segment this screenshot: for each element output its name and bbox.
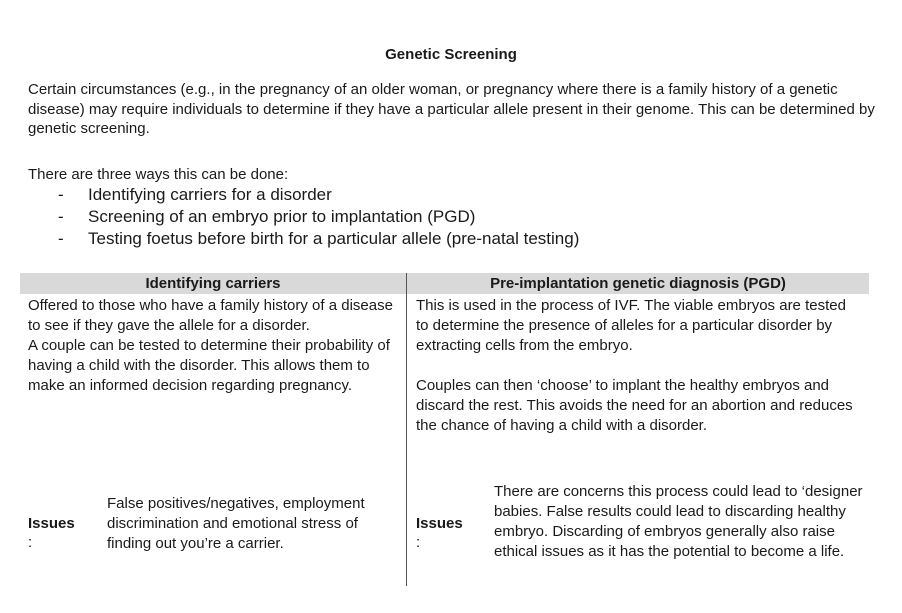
comparison-table [20,273,869,586]
pgd-issues-colon: : [416,534,421,551]
list-item [58,228,579,250]
list-item-text: Identifying carriers for a disorder [88,185,332,204]
list-item-text: Testing foetus before birth for a particular allele (pre-natal testing) [88,229,580,248]
ways-lead-text: There are three ways this can be done: [28,166,289,183]
carriers-paragraph-2: A couple can be tested to determine their probability of having a child with the disorder. This allows them to make an informed decision regarding pregnancy. [28,337,390,394]
carriers-paragraph-1: Offered to those who have a family history of a disease to see if they gave the allele for a disorder. [28,297,393,334]
bullet-dash: - [58,229,64,248]
carriers-issues-text: False positives/negatives, employment discrimination and emotional stress of finding out you’re a carrier. [107,495,365,552]
column-divider [406,273,407,586]
intro-paragraph: Certain circumstances (e.g., in the pregnancy of an older woman, or pregnancy where there is a family history of a genetic disease) may require individuals to determine if they have a particular allele present in their genome. This can be determined by genetic screening. [28,81,875,137]
list-item-text: Screening of an embryo prior to implantation (PGD) [88,207,476,226]
bullet-dash: - [58,207,64,226]
table-header-row [20,273,869,294]
column-header-carriers: Identifying carriers [145,275,281,292]
pgd-paragraph-1: This is used in the process of IVF. The viable embryos are tested to determine the presence of alleles for a particular disorder by extracting cells from the embryo. [416,297,846,354]
carriers-description [28,296,398,396]
page-title: Genetic Screening [385,46,517,63]
carriers-issues-label: Issues [28,515,75,532]
pgd-paragraph-2: Couples can then ‘choose’ to implant the healthy embryos and discard the rest. This avoids the need for an abortion and reduces the chance of having a child with a disorder. [416,377,853,434]
list-item [58,206,579,228]
bullet-dash: - [58,185,64,204]
pgd-description [416,296,862,436]
pgd-issues-text: There are concerns this process could lead to ‘designer babies. False results could lead to discarding healthy embryo. Discarding of embryos generally also raise ethical issues as it has the potential to become a life. [494,483,863,560]
column-header-pgd: Pre-implantation genetic diagnosis (PGD) [490,275,786,292]
ways-list [58,184,579,250]
list-item [58,184,579,206]
carriers-issues-colon: : [28,534,33,551]
pgd-issues-label: Issues [416,515,463,532]
paragraph-spacer [416,356,862,376]
